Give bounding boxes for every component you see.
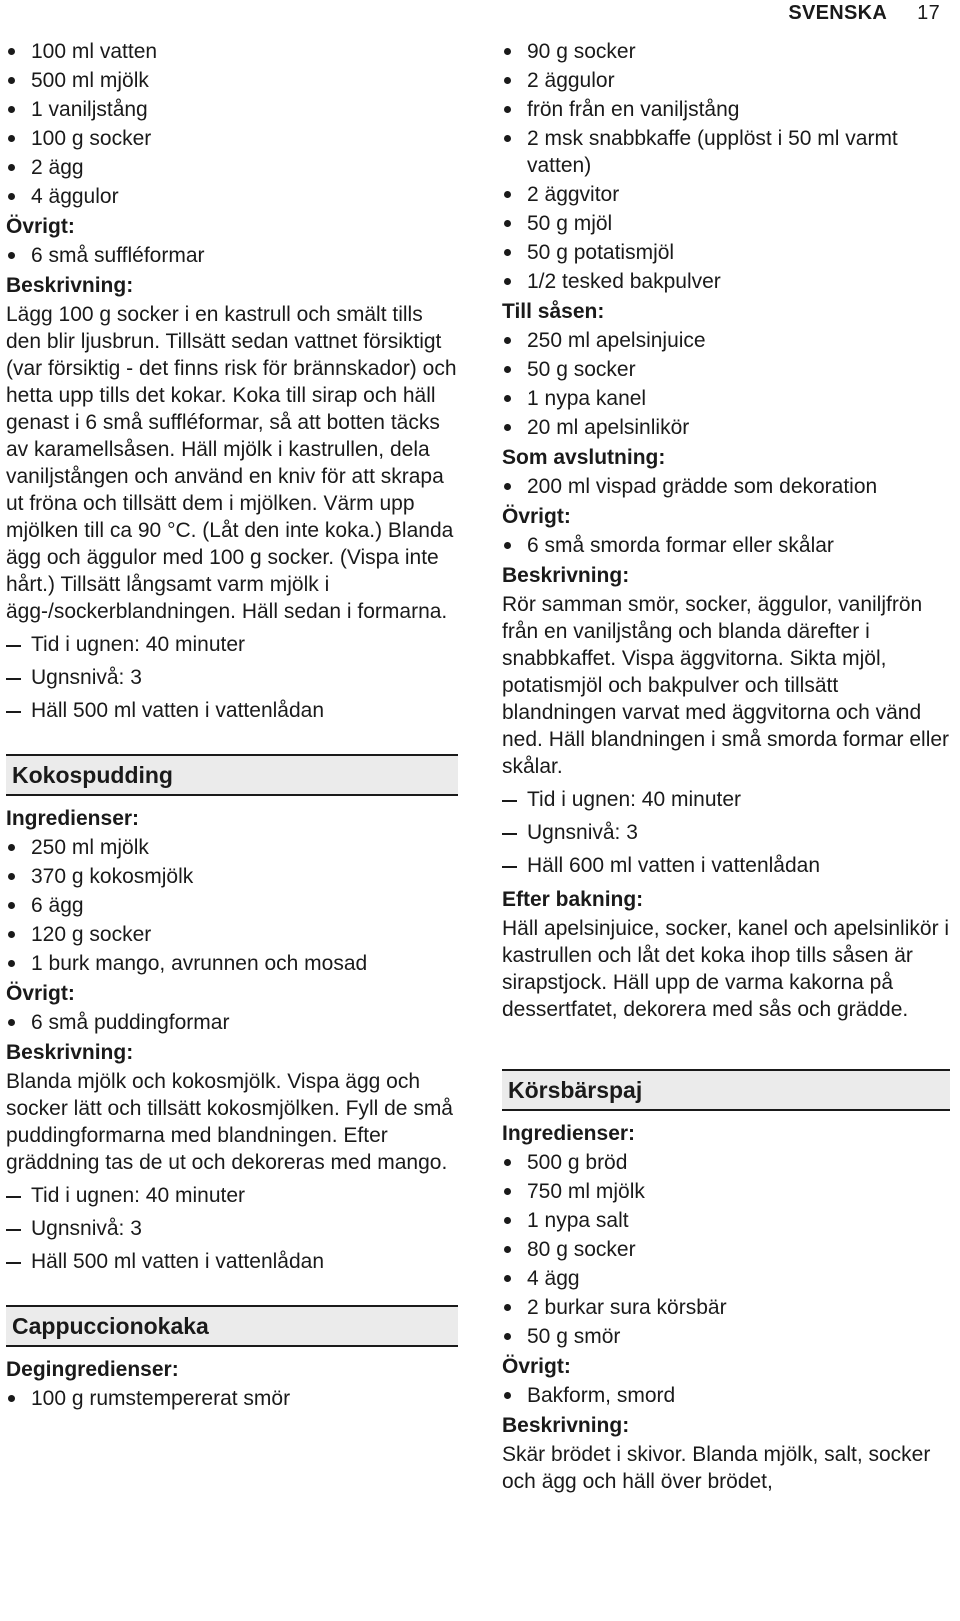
- language-label: SVENSKA: [788, 2, 888, 24]
- beskrivning-text: Skär brödet i skivor. Blanda mjölk, salt, socker och ägg och häll över brödet,: [502, 1443, 931, 1493]
- ingredient-list: [6, 38, 458, 210]
- ingredient-list: [6, 1385, 458, 1412]
- step-item: Ugnsnivå: 3: [6, 1215, 458, 1242]
- sauce-list: [502, 327, 950, 441]
- list-item: 4 ägg: [502, 1265, 950, 1292]
- list-item: 1 vaniljstång: [6, 96, 458, 123]
- efter-bakning-label: Efter bakning:: [502, 888, 644, 911]
- ingredient-list: [502, 38, 950, 295]
- beskrivning-text: Blanda mjölk och kokosmjölk. Vispa ägg och socker lätt och tillsätt kokosmjölken. Fyll de små puddingformarna med blandningen. Efter gräddning tas de ut och dekoreras med mango.: [6, 1070, 453, 1174]
- list-item: 50 g potatismjöl: [502, 239, 950, 266]
- list-item: 2 äggulor: [502, 67, 950, 94]
- list-item: 4 äggulor: [6, 183, 458, 210]
- ovrigt-label: Övrigt:: [6, 215, 75, 238]
- section-title-korsbarspaj: Körsbärspaj: [502, 1069, 950, 1111]
- list-item: 6 små suffléformar: [6, 242, 458, 269]
- sasen-label: Till såsen:: [502, 300, 605, 323]
- list-item: 50 g mjöl: [502, 210, 950, 237]
- avslutning-label: Som avslutning:: [502, 446, 666, 469]
- step-item: Tid i ugnen: 40 minuter: [6, 1182, 458, 1209]
- ovrigt-list: [502, 532, 950, 559]
- list-item: 2 msk snabbkaffe (upplöst i 50 ml varmt vatten): [502, 125, 950, 179]
- step-list: [502, 786, 950, 879]
- list-item: 6 små smorda formar eller skålar: [502, 532, 950, 559]
- list-item: 100 g socker: [6, 125, 458, 152]
- list-item: 500 g bröd: [502, 1149, 950, 1176]
- step-item: Tid i ugnen: 40 minuter: [6, 631, 458, 658]
- beskrivning-text: Rör samman smör, socker, äggulor, vaniljfrön från en vaniljstång och blanda därefter i snabbkaffet. Vispa äggvitorna. Sikta mjöl, potatismjöl och bakpulver och tillsätt blandningen varvat med äggvitorna och vänd ned. Häll blandningen i små smorda formar eller skålar.: [502, 593, 950, 778]
- list-item: 100 g rumstempererat smör: [6, 1385, 458, 1412]
- ovrigt-label: Övrigt:: [502, 505, 571, 528]
- beskrivning-text: Lägg 100 g socker i en kastrull och smält tills den blir ljusbrun. Tillsätt sedan vattnet försiktigt (var försiktig - det finns risk för brännskador) och hetta upp tills det kokar. Koka till sirap och häll genast i 6 små suffléformar, så att botten täcks av karamellsåsen. Häll mjölk i kastrullen, dela vaniljstången och använd en kniv för att skrapa ut fröna och tillsätt dem i mjölken. Värm upp mjölken till ca 90 °C. (Låt den inte koka.) Blanda ägg och äggulor med 100 g socker. (Vispa inte hårt.) Tillsätt långsamt varm mjölk i ägg-/sockerblandningen. Häll sedan i formarna.: [6, 303, 457, 623]
- list-item: 370 g kokosmjölk: [6, 863, 458, 890]
- step-list: [6, 1182, 458, 1275]
- list-item: 750 ml mjölk: [502, 1178, 950, 1205]
- list-item: 20 ml apelsinlikör: [502, 414, 950, 441]
- list-item: 6 små puddingformar: [6, 1009, 458, 1036]
- efter-bakning-text: Häll apelsinjuice, socker, kanel och apelsinlikör i kastrullen och låt det koka ihop tills såsen är sirapstjock. Häll upp de varma kakorna på dessertfatet, dekorera med sås och grädde.: [502, 917, 950, 1021]
- list-item: 1 burk mango, avrunnen och mosad: [6, 950, 458, 977]
- step-item: Ugnsnivå: 3: [6, 664, 458, 691]
- page-number: 17: [917, 2, 940, 24]
- list-item: 2 ägg: [6, 154, 458, 181]
- step-list: [6, 631, 458, 724]
- beskrivning-label: Beskrivning:: [6, 1041, 134, 1064]
- list-item: 100 ml vatten: [6, 38, 458, 65]
- list-item: 1/2 tesked bakpulver: [502, 268, 950, 295]
- list-item: 120 g socker: [6, 921, 458, 948]
- list-item: Bakform, smord: [502, 1382, 950, 1409]
- list-item: 500 ml mjölk: [6, 67, 458, 94]
- step-item: Häll 500 ml vatten i vattenlådan: [6, 1248, 458, 1275]
- ovrigt-list: [502, 1382, 950, 1409]
- list-item: 90 g socker: [502, 38, 950, 65]
- degingredienser-label: Degingredienser:: [6, 1358, 179, 1381]
- list-item: frön från en vaniljstång: [502, 96, 950, 123]
- left-column: [6, 38, 458, 1414]
- ingredienser-label: Ingredienser:: [6, 807, 140, 830]
- step-item: Häll 500 ml vatten i vattenlådan: [6, 697, 458, 724]
- list-item: 1 nypa salt: [502, 1207, 950, 1234]
- step-item: Häll 600 ml vatten i vattenlådan: [502, 852, 950, 879]
- list-item: 6 ägg: [6, 892, 458, 919]
- right-column: [502, 38, 950, 1495]
- beskrivning-label: Beskrivning:: [502, 564, 630, 587]
- ingredienser-label: Ingredienser:: [502, 1122, 636, 1145]
- list-item: 2 äggvitor: [502, 181, 950, 208]
- list-item: 200 ml vispad grädde som dekoration: [502, 473, 950, 500]
- ovrigt-list: [6, 242, 458, 269]
- ingredient-list: [6, 834, 458, 977]
- list-item: 1 nypa kanel: [502, 385, 950, 412]
- list-item: 50 g socker: [502, 356, 950, 383]
- list-item: 80 g socker: [502, 1236, 950, 1263]
- beskrivning-label: Beskrivning:: [502, 1414, 630, 1437]
- ovrigt-list: [6, 1009, 458, 1036]
- ingredient-list: [502, 1149, 950, 1350]
- list-item: 50 g smör: [502, 1323, 950, 1350]
- list-item: 250 ml apelsinjuice: [502, 327, 950, 354]
- step-item: Tid i ugnen: 40 minuter: [502, 786, 950, 813]
- ovrigt-label: Övrigt:: [6, 982, 75, 1005]
- list-item: 2 burkar sura körsbär: [502, 1294, 950, 1321]
- section-title-cappuccionokaka: Cappuccionokaka: [6, 1305, 458, 1347]
- page-header: [788, 2, 940, 25]
- ovrigt-label: Övrigt:: [502, 1355, 571, 1378]
- step-item: Ugnsnivå: 3: [502, 819, 950, 846]
- beskrivning-label: Beskrivning:: [6, 274, 134, 297]
- avslutning-list: [502, 473, 950, 500]
- section-title-kokospudding: Kokospudding: [6, 754, 458, 796]
- list-item: 250 ml mjölk: [6, 834, 458, 861]
